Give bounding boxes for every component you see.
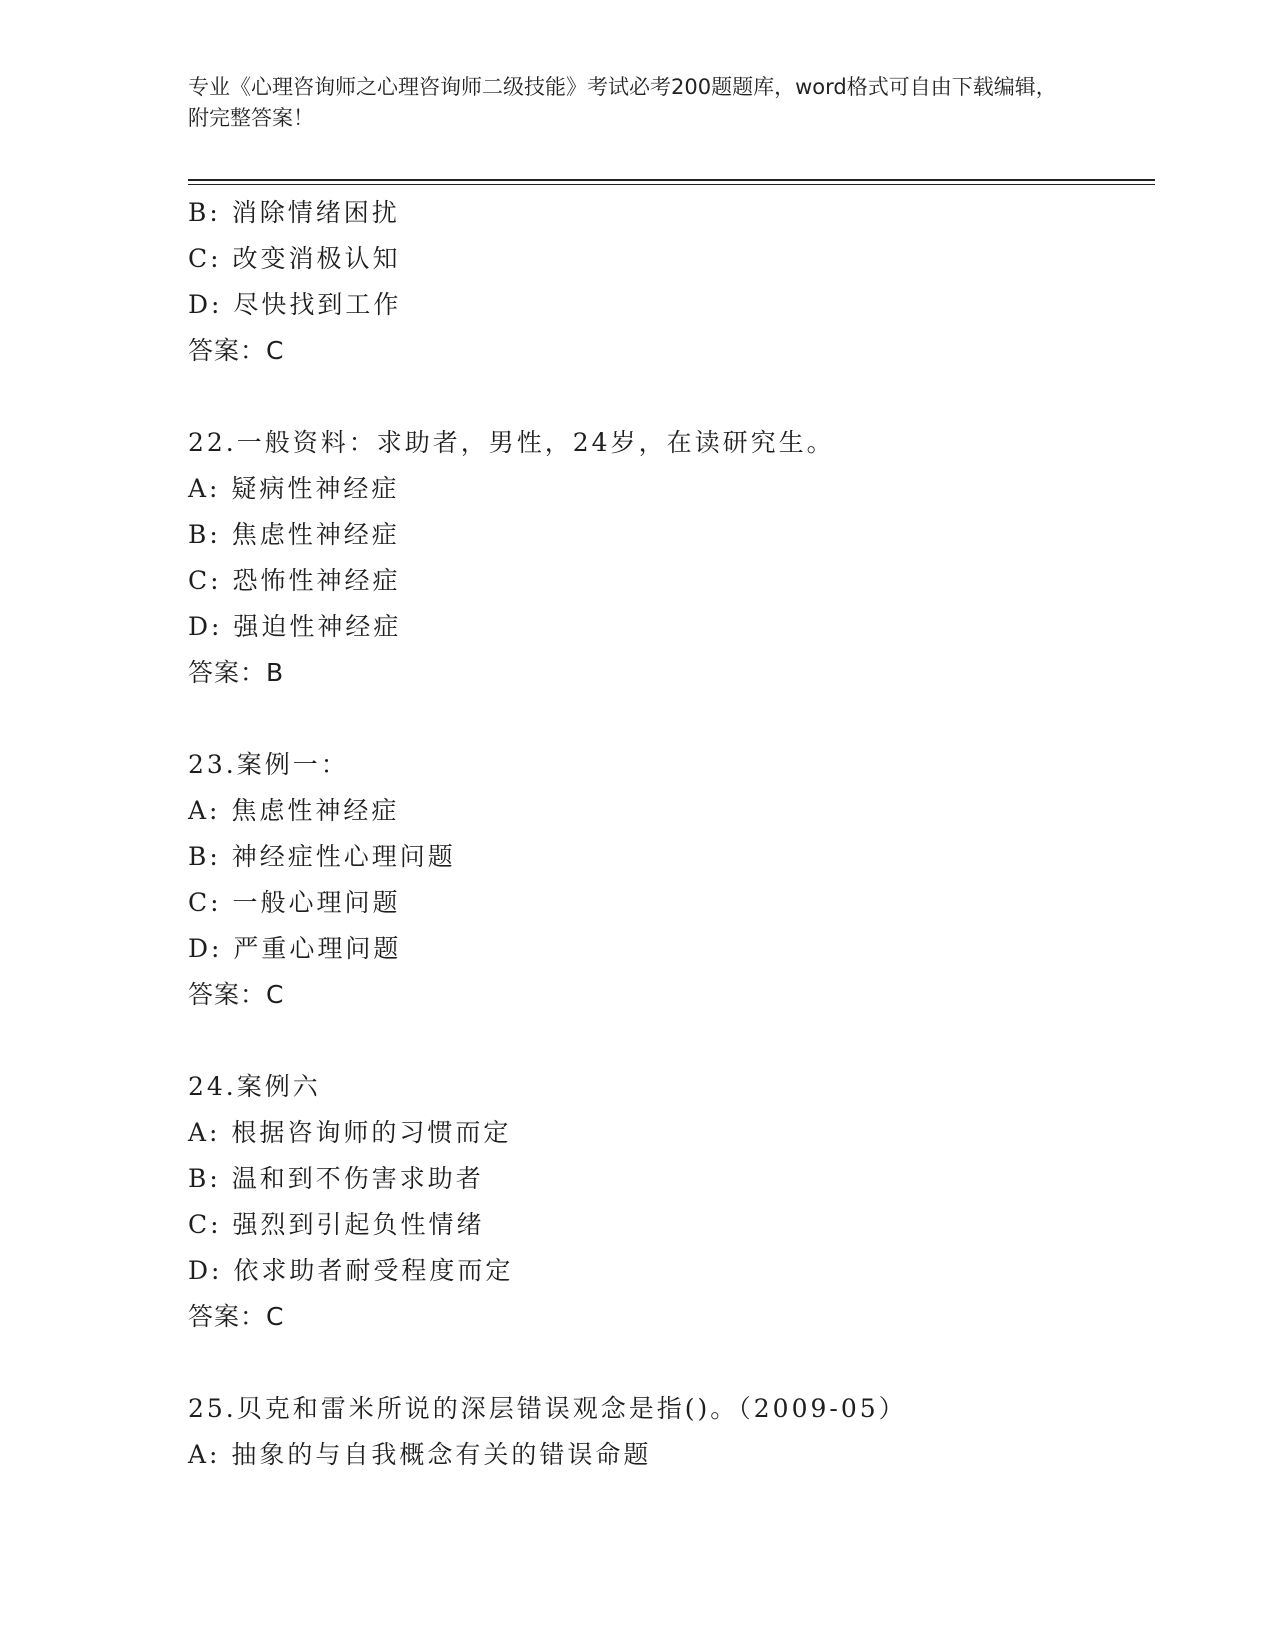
answer-line: 答案：C <box>188 980 285 1009</box>
question-22: 22.一般资料：求助者，男性，24岁，在读研究生。 <box>188 428 835 457</box>
spacer <box>188 374 1155 420</box>
header-rule-thick <box>188 179 1155 181</box>
option-d: D: 依求助者耐受程度而定 <box>188 1256 514 1285</box>
option-d: D: 强迫性神经症 <box>188 612 402 641</box>
spacer <box>188 1340 1155 1386</box>
header-rule-thin <box>188 184 1155 185</box>
option-a: A: 根据咨询师的习惯而定 <box>188 1118 512 1147</box>
option-a: A: 抽象的与自我概念有关的错误命题 <box>188 1440 652 1469</box>
question-24: 24.案例六 <box>188 1072 321 1101</box>
option-d: D: 严重心理问题 <box>188 934 402 963</box>
option-a: A: 疑病性神经症 <box>188 474 400 503</box>
option-a: A: 焦虑性神经症 <box>188 796 400 825</box>
question-25: 25.贝克和雷米所说的深层错误观念是指()。（2009-05） <box>188 1394 907 1423</box>
option-b: B: 消除情绪困扰 <box>188 198 400 227</box>
option-b: B: 神经症性心理问题 <box>188 842 456 871</box>
option-d: D: 尽快找到工作 <box>188 290 402 319</box>
answer-line: 答案：C <box>188 336 285 365</box>
option-c: C: 恐怖性神经症 <box>188 566 401 595</box>
question-23: 23.案例一： <box>188 750 349 779</box>
answer-line: 答案：C <box>188 1302 285 1331</box>
option-c: C: 强烈到引起负性情绪 <box>188 1210 485 1239</box>
answer-line: 答案：B <box>188 658 285 687</box>
option-c: C: 一般心理问题 <box>188 888 401 917</box>
spacer <box>188 1018 1155 1064</box>
question-list <box>188 190 1155 1478</box>
option-b: B: 温和到不伤害求助者 <box>188 1164 484 1193</box>
option-b: B: 焦虑性神经症 <box>188 520 400 549</box>
document-header: 专业《心理咨询师之心理咨询师二级技能》考试必考200题题库，word格式可自由下载编辑，附完整答案！ <box>188 75 1057 130</box>
option-c: C: 改变消极认知 <box>188 244 401 273</box>
spacer <box>188 696 1155 742</box>
